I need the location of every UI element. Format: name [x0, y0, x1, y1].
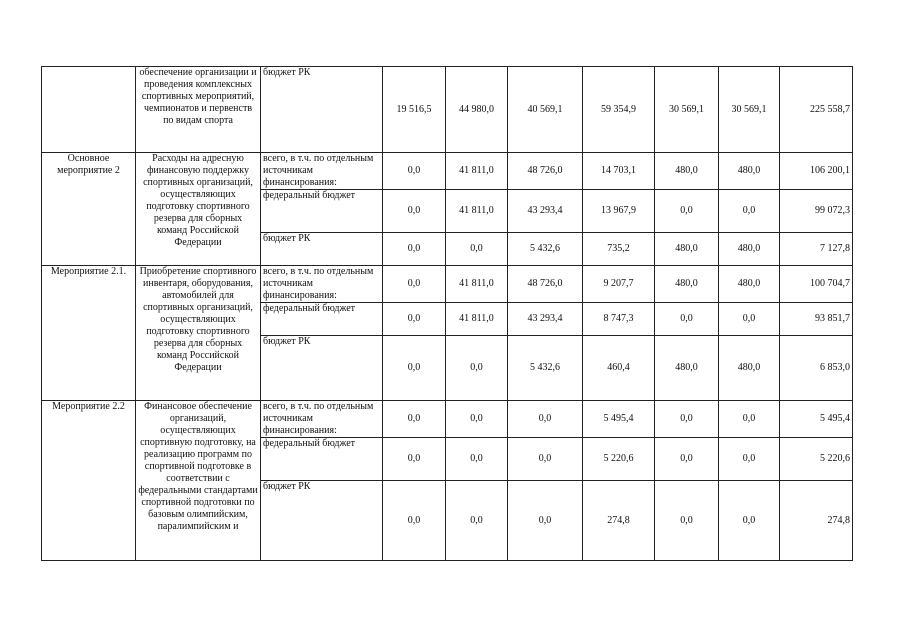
value-cell: 41 811,0	[446, 190, 508, 233]
value-cell: 41 811,0	[446, 303, 508, 336]
total-cell: 225 558,7	[780, 67, 853, 153]
value-cell: 0,0	[508, 438, 583, 481]
value-cell: 0,0	[383, 153, 446, 190]
description-cell: Финансовое обеспечение организаций, осуществляющих спортивную подготовку, на реализацию программ по спортивной подготовке в соответствии с федеральными стандартами спортивной подготовки по базовым олимпийским, паралимпийским и	[136, 401, 261, 561]
value-cell: 41 811,0	[446, 153, 508, 190]
value-cell: 0,0	[383, 401, 446, 438]
value-cell: 0,0	[719, 481, 780, 561]
value-cell: 14 703,1	[583, 153, 655, 190]
table-row	[42, 153, 853, 190]
total-cell: 6 853,0	[780, 336, 853, 401]
value-cell: 43 293,4	[508, 190, 583, 233]
source-cell: бюджет РК	[261, 67, 383, 153]
total-cell: 5 220,6	[780, 438, 853, 481]
value-cell: 48 726,0	[508, 153, 583, 190]
measure-cell: Мероприятие 2.2	[42, 401, 136, 561]
table-row	[42, 67, 853, 153]
value-cell: 0,0	[719, 438, 780, 481]
value-cell: 480,0	[655, 336, 719, 401]
source-cell: всего, в т.ч. по отдельным источникам финансирования:	[261, 266, 383, 303]
value-cell: 480,0	[719, 266, 780, 303]
description-cell: Приобретение спортивного инвентаря, оборудования, автомобилей для спортивных организаций, осуществляющих подготовку спортивного резерва для сборных команд Российской Федерации	[136, 266, 261, 401]
budget-table	[41, 66, 853, 561]
value-cell: 0,0	[655, 481, 719, 561]
source-cell: федеральный бюджет	[261, 190, 383, 233]
total-cell: 274,8	[780, 481, 853, 561]
value-cell: 274,8	[583, 481, 655, 561]
value-cell: 0,0	[446, 233, 508, 266]
value-cell: 0,0	[508, 401, 583, 438]
value-cell: 13 967,9	[583, 190, 655, 233]
value-cell: 0,0	[383, 233, 446, 266]
value-cell: 43 293,4	[508, 303, 583, 336]
value-cell: 0,0	[383, 336, 446, 401]
value-cell: 0,0	[446, 481, 508, 561]
table-row	[42, 266, 853, 303]
measure-cell	[42, 67, 136, 153]
value-cell: 30 569,1	[719, 67, 780, 153]
total-cell: 99 072,3	[780, 190, 853, 233]
value-cell: 30 569,1	[655, 67, 719, 153]
total-cell: 93 851,7	[780, 303, 853, 336]
source-cell: бюджет РК	[261, 336, 383, 401]
value-cell: 0,0	[655, 401, 719, 438]
value-cell: 0,0	[383, 190, 446, 233]
value-cell: 0,0	[383, 303, 446, 336]
table-body	[42, 67, 853, 561]
value-cell: 480,0	[719, 336, 780, 401]
source-cell: бюджет РК	[261, 481, 383, 561]
value-cell: 0,0	[383, 266, 446, 303]
value-cell: 0,0	[446, 438, 508, 481]
value-cell: 5 432,6	[508, 336, 583, 401]
value-cell: 40 569,1	[508, 67, 583, 153]
value-cell: 0,0	[719, 401, 780, 438]
value-cell: 480,0	[655, 233, 719, 266]
value-cell: 59 354,9	[583, 67, 655, 153]
value-cell: 0,0	[655, 190, 719, 233]
value-cell: 44 980,0	[446, 67, 508, 153]
value-cell: 480,0	[719, 233, 780, 266]
table-row	[42, 401, 853, 438]
measure-cell: Мероприятие 2.1.	[42, 266, 136, 401]
value-cell: 5 432,6	[508, 233, 583, 266]
source-cell: бюджет РК	[261, 233, 383, 266]
total-cell: 5 495,4	[780, 401, 853, 438]
total-cell: 100 704,7	[780, 266, 853, 303]
value-cell: 5 495,4	[583, 401, 655, 438]
value-cell: 5 220,6	[583, 438, 655, 481]
value-cell: 0,0	[446, 401, 508, 438]
value-cell: 480,0	[719, 153, 780, 190]
description-cell: обеспечение организации и проведения комплексных спортивных мероприятий, чемпионатов и первенств по видам спорта	[136, 67, 261, 153]
source-cell: всего, в т.ч. по отдельным источникам финансирования:	[261, 153, 383, 190]
description-cell: Расходы на адресную финансовую поддержку спортивных организаций, осуществляющих подготовку спортивного резерва для сборных команд Российской Федерации	[136, 153, 261, 266]
value-cell: 0,0	[719, 303, 780, 336]
value-cell: 0,0	[446, 336, 508, 401]
value-cell: 9 207,7	[583, 266, 655, 303]
measure-cell: Основное мероприятие 2	[42, 153, 136, 266]
value-cell: 480,0	[655, 266, 719, 303]
total-cell: 7 127,8	[780, 233, 853, 266]
value-cell: 480,0	[655, 153, 719, 190]
source-cell: всего, в т.ч. по отдельным источникам финансирования:	[261, 401, 383, 438]
value-cell: 8 747,3	[583, 303, 655, 336]
value-cell: 0,0	[719, 190, 780, 233]
source-cell: федеральный бюджет	[261, 303, 383, 336]
value-cell: 19 516,5	[383, 67, 446, 153]
value-cell: 0,0	[383, 481, 446, 561]
value-cell: 0,0	[655, 303, 719, 336]
value-cell: 0,0	[655, 438, 719, 481]
value-cell: 735,2	[583, 233, 655, 266]
value-cell: 48 726,0	[508, 266, 583, 303]
value-cell: 0,0	[383, 438, 446, 481]
value-cell: 41 811,0	[446, 266, 508, 303]
source-cell: федеральный бюджет	[261, 438, 383, 481]
value-cell: 0,0	[508, 481, 583, 561]
value-cell: 460,4	[583, 336, 655, 401]
total-cell: 106 200,1	[780, 153, 853, 190]
